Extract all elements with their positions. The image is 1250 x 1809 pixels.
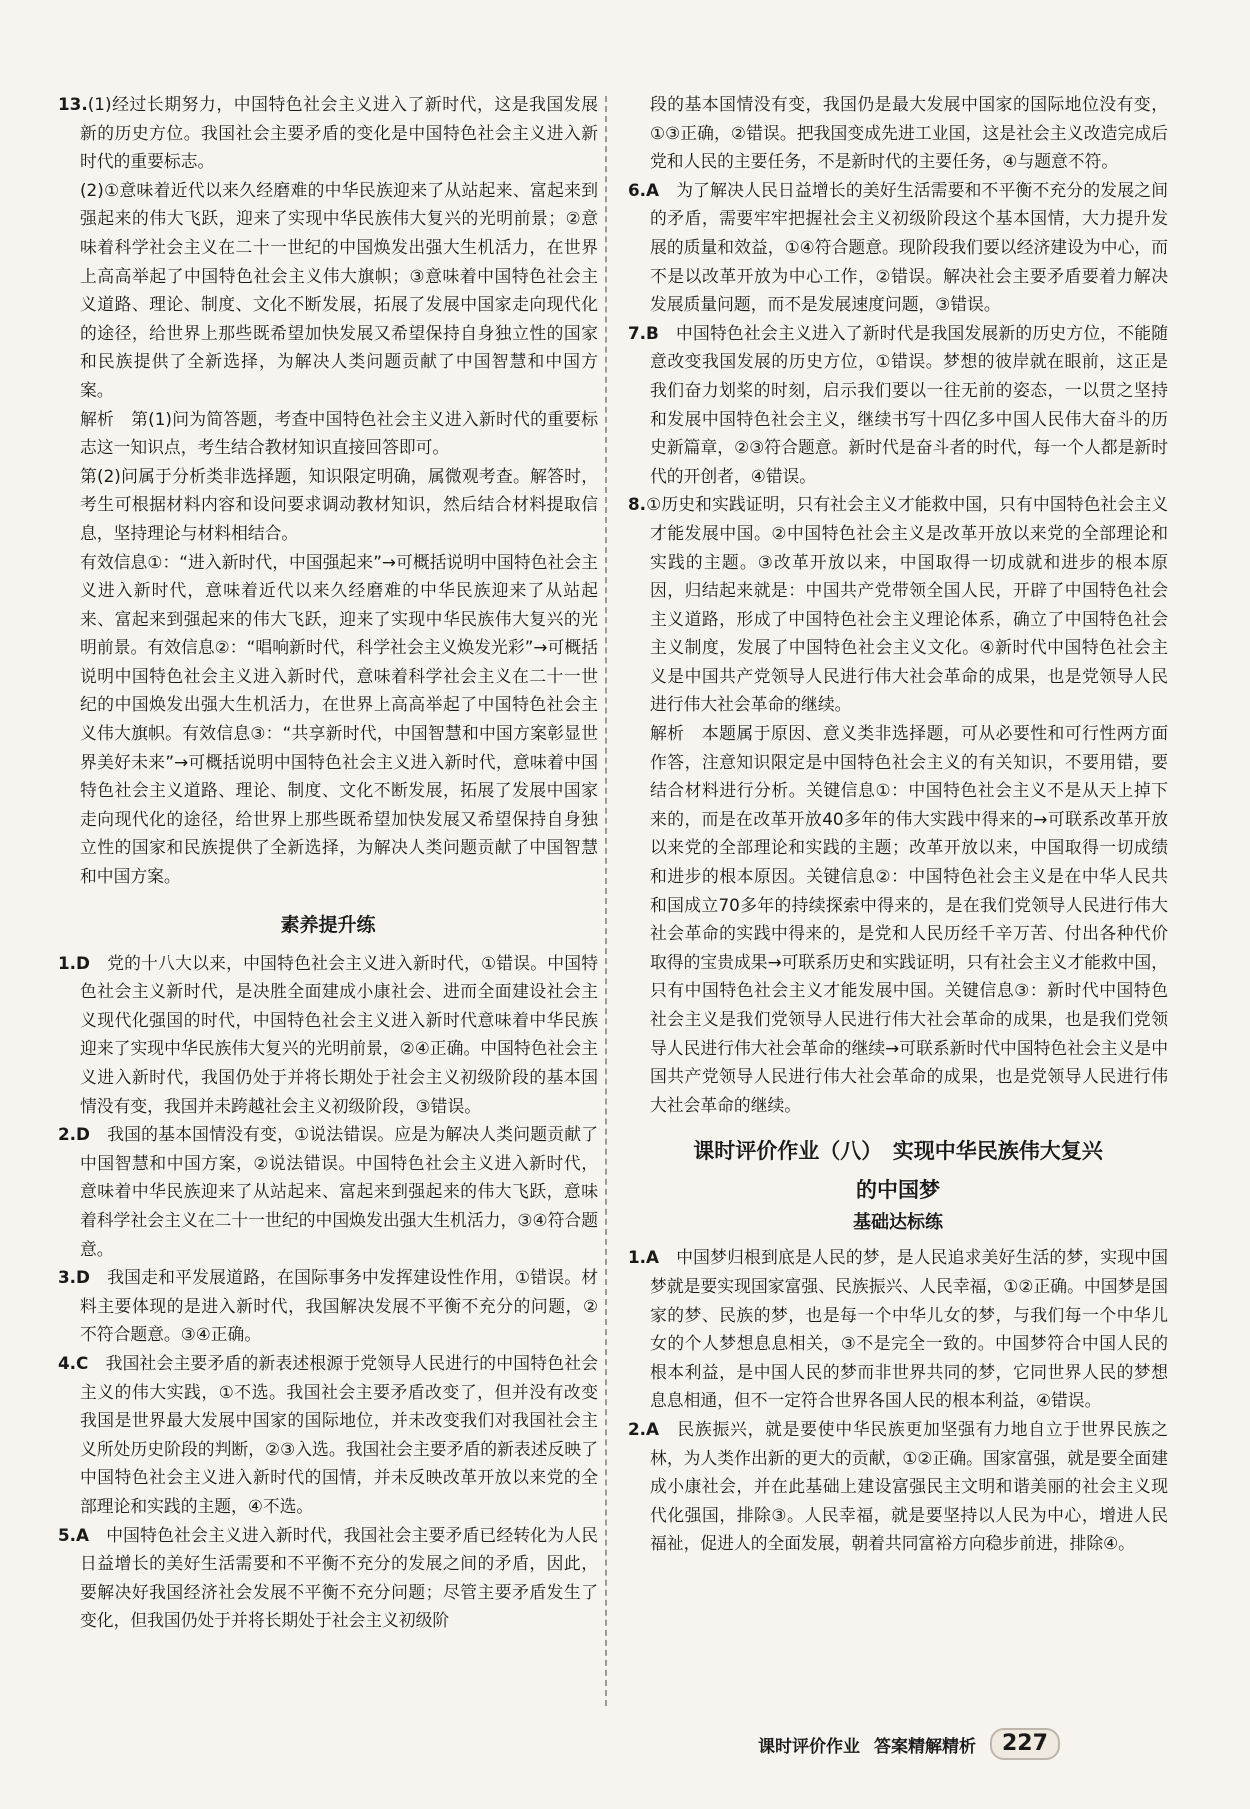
answer-number: 3.D bbox=[58, 1267, 90, 1288]
answer-item bbox=[628, 1243, 1168, 1415]
answer-text: 我国社会主要矛盾的新表述根源于党领导人民进行的中国特色社会主义的伟大实践，①不选。我国社会主要矛盾改变了，但并没有改变我国是世界最大发展中国家的国际地位，并未改变我们对我国社会主义所处历史阶段的判断，②③入选。我国社会主要矛盾的新表述反映了中国特色社会主义进入新时代的国情，并未反映改革开放以来党的全部理论和实践的主题，④不选。 bbox=[80, 1352, 598, 1516]
answer-13-analysis-3: 有效信息①：“进入新时代，中国强起来”→可概括说明中国特色社会主义进入新时代，意味着近代以来久经磨难的中华民族迎来了从站起来、富起来到强起来的伟大飞跃，迎来了实现中华民族伟大复兴的光明前景。有效信息②：“唱响新时代，科学社会主义焕发光彩”→可概括说明中国特色社会主义进入新时代，意味着科学社会主义在二十一世纪的中国焕发出强大生机活力，在世界上高高举起了中国特色社会主义伟大旗帜。有效信息③：“共享新时代，中国智慧和中国方案彰显世界美好未来”→可概括说明中国特色社会主义进入新时代，意味着中国特色社会主义道路、理论、制度、文化不断发展，拓展了发展中国家走向现代化的途径，给世界上那些既希望加快发展又希望保持自身独立性的国家和民族提供了全新选择，为解决人类问题贡献了中国智慧和中国方案。 bbox=[80, 551, 598, 887]
answer-text: 中国特色社会主义进入新时代，我国社会主要矛盾已经转化为人民日益增长的美好生活需要和不平衡不充分的发展之间的矛盾，因此，要解决好我国经济社会发展不平衡不充分问题；尽管主要矛盾发生了变化，但我国仍处于并将长期处于社会主义初级阶 bbox=[80, 1524, 598, 1631]
answer-text: 为了解决人民日益增长的美好生活需要和不平衡不充分的发展之间的矛盾，需要牢牢把握社会主义初级阶段这个基本国情，大力提升发展的质量和效益，①④符合题意。现阶段我们要以经济建设为中心，而不是以改革开放为中心工作，②错误。解决社会主要矛盾要着力解决发展质量问题，而不是发展速度问题，③错误。 bbox=[650, 179, 1168, 315]
answer-item bbox=[628, 319, 1168, 491]
page-footer bbox=[758, 1728, 1060, 1760]
unit-title-line-1: 课时评价作业（八） 实现中华民族伟大复兴 bbox=[693, 1139, 1103, 1164]
answer-13-analysis-2: 第(2)问属于分析类非选择题，知识限定明确，属微观考查。解答时，考生可根据材料内容和设问要求调动教材知识，然后结合材料提取信息，坚持理论与材料相结合。 bbox=[80, 465, 598, 543]
answer-number: 7.B bbox=[628, 322, 659, 343]
answer-text: 中国特色社会主义进入了新时代是我国发展新的历史方位，不能随意改变我国发展的历史方位，①错误。梦想的彼岸就在眼前，这正是我们奋力划桨的时刻，启示我们要以一往无前的姿态，一以贯之坚持和发展中国特色社会主义，继续书写十四亿多中国人民伟大奋斗的历史新篇章，②③符合题意。新时代是奋斗者的时代，每一个人都是新时代的开创者，④错误。 bbox=[650, 322, 1168, 486]
page-number: 227 bbox=[990, 1728, 1060, 1760]
answer-13-part-1-text: (1)经过长期努力，中国特色社会主义进入了新时代，这是我国发展新的历史方位。我国社会主要矛盾的变化是中国特色社会主义进入新时代的重要标志。 bbox=[80, 94, 598, 172]
answer-13-number: 13. bbox=[58, 94, 88, 114]
answer-number: 5.A bbox=[58, 1524, 90, 1545]
answer-item bbox=[628, 490, 1168, 719]
subsection-title-basic: 基础达标练 bbox=[853, 1212, 943, 1234]
answer-text: 民族振兴，就是要使中华民族更加坚强有力地自立于世界民族之林，为人类作出新的更大的贡献，①②正确。国家富强，就是要全面建成小康社会，并在此基础上建设富强民主文明和谐美丽的社会主义现代化强国，排除③。人民幸福，就是要坚持以人民为中心，增进人民福祉，促进人的全面发展，朝着共同富裕方向稳步前进，排除④。 bbox=[650, 1418, 1168, 1554]
answer-item bbox=[58, 1120, 598, 1263]
left-column bbox=[58, 90, 598, 1635]
answer-number: 2.A bbox=[628, 1418, 660, 1439]
column-divider bbox=[605, 96, 607, 1706]
answer-number: 6.A bbox=[628, 179, 660, 200]
answer-text: 中国梦归根到底是人民的梦，是人民追求美好生活的梦，实现中国梦就是要实现国家富强、民族振兴、人民幸福，①②正确。中国梦是国家的梦、民族的梦，也是每一个中华儿女的梦，与我们每一个中华儿女的个人梦想息息相关，③不是完全一致的。中国梦符合中国人民的根本利益，是中国人民的梦而非世界共同的梦，它同世界人民的梦想息息相通，但不一定符合世界各国人民的根本利益，④错误。 bbox=[650, 1247, 1168, 1411]
footer-label-homework: 课时评价作业 bbox=[758, 1736, 860, 1757]
answer-number: 2.D bbox=[58, 1124, 90, 1145]
answer-13-analysis-1: 解析 第(1)问为简答题，考查中国特色社会主义进入新时代的重要标志这一知识点，考生结合教材知识直接回答即可。 bbox=[80, 408, 598, 458]
answer-item bbox=[58, 1349, 598, 1521]
answer-item bbox=[58, 1263, 598, 1349]
answer-item bbox=[58, 949, 598, 1121]
answer-text: 党的十八大以来，中国特色社会主义进入新时代，①错误。中国特色社会主义新时代，是决胜全面建成小康社会、进而全面建设社会主义现代化强国的时代，中国特色社会主义进入新时代意味着中华民族迎来了实现中华民族伟大复兴的光明前景，②④正确。中国特色社会主义进入新时代，我国仍处于并将长期处于社会主义初级阶段的基本国情没有变，我国并未跨越社会主义初级阶段，③错误。 bbox=[80, 952, 598, 1116]
answer-8-analysis: 解析 本题属于原因、意义类非选择题，可从必要性和可行性两方面作答，注意知识限定是中国特色社会主义的有关知识，不要用错，要结合材料进行分析。关键信息①：中国特色社会主义不是从天上掉下来的，而是在改革开放40多年的伟大实践中得来的→可联系改革开放以来党的全部理论和实践的主题；改革开放以来，中国取得一切成绩和进步的根本原因。关键信息②：中国特色社会主义是在中华人民共和国成立70多年的持续探索中得来的，是在我们党领导人民进行伟大社会革命的实践中得来的，是党和人民历经千辛万苦、付出各种代价取得的宝贵成果→可联系历史和实践证明，只有社会主义才能救中国，只有中国特色社会主义才能发展中国。关键信息③：新时代中国特色社会主义是我们党领导人民进行伟大社会革命的成果，也是我们党领导人民进行伟大社会革命的继续→可联系新时代中国特色社会主义是中国共产党领导人民进行伟大社会革命的成果，也是党领导人民进行伟大社会革命的继续。 bbox=[650, 723, 1168, 1115]
answer-item bbox=[628, 176, 1168, 319]
answer-item bbox=[58, 1521, 598, 1635]
right-column bbox=[628, 90, 1168, 1558]
answer-number: 1.A bbox=[628, 1247, 660, 1268]
answer-number: 1.D bbox=[58, 952, 90, 973]
answer-13-part-2: (2)①意味着近代以来久经磨难的中华民族迎来了从站起来、富起来到强起来的伟大飞跃，迎来了实现中华民族伟大复兴的光明前景；②意味着科学社会主义在二十一世纪的中国焕发出强大生机活力，在世界上高高举起了中国特色社会主义伟大旗帜；③意味着中国特色社会主义道路、理论、制度、文化不断发展，拓展了发展中国家走向现代化的途径，给世界上那些既希望加快发展又希望保持自身独立性的国家和民族提供了全新选择，为解决人类问题贡献了中国智慧和中国方案。 bbox=[80, 179, 598, 400]
answer-text: ①历史和实践证明，只有社会主义才能救中国，只有中国特色社会主义才能发展中国。②中国特色社会主义是改革开放以来党的全部理论和实践的主题。③改革开放以来，中国取得一切成就和进步的根本原因，归结起来就是：中国共产党带领全国人民，开辟了中国特色社会主义道路，形成了中国特色社会主义理论体系，确立了中国特色社会主义制度，发展了中国特色社会主义文化。④新时代中国特色社会主义是中国共产党领导人民进行伟大社会革命的成果，也是党领导人民进行伟大社会革命的继续。 bbox=[646, 494, 1168, 715]
footer-label-answers: 答案精解精析 bbox=[874, 1736, 976, 1757]
answer-number: 4.C bbox=[58, 1352, 89, 1373]
unit-title-line-2: 的中国梦 bbox=[856, 1178, 940, 1203]
answer-text: 我国的基本国情没有变，①说法错误。应是为解决人类问题贡献了中国智慧和中国方案，②说法错误。中国特色社会主义进入新时代，意味着中华民族迎来了从站起来、富起来到强起来的伟大飞跃，意味着科学社会主义在二十一世纪的中国焕发出强大生机活力，③④符合题意。 bbox=[80, 1124, 598, 1259]
answer-number: 8. bbox=[628, 494, 647, 515]
answer-5-continued: 段的基本国情没有变，我国仍是最大发展中国家的国际地位没有变，①③正确，②错误。把我国变成先进工业国，这是社会主义改造完成后党和人民的主要任务，不是新时代的主要任务，④与题意不符。 bbox=[650, 94, 1168, 172]
answer-item bbox=[628, 1415, 1168, 1558]
section-title-literacy: 素养提升练 bbox=[280, 913, 376, 936]
answer-13-part-1 bbox=[58, 90, 598, 176]
answer-text: 我国走和平发展道路，在国际事务中发挥建设性作用，①错误。材料主要体现的是进入新时代，我国解决发展不平衡不充分的问题，②不符合题意。③④正确。 bbox=[80, 1267, 598, 1345]
